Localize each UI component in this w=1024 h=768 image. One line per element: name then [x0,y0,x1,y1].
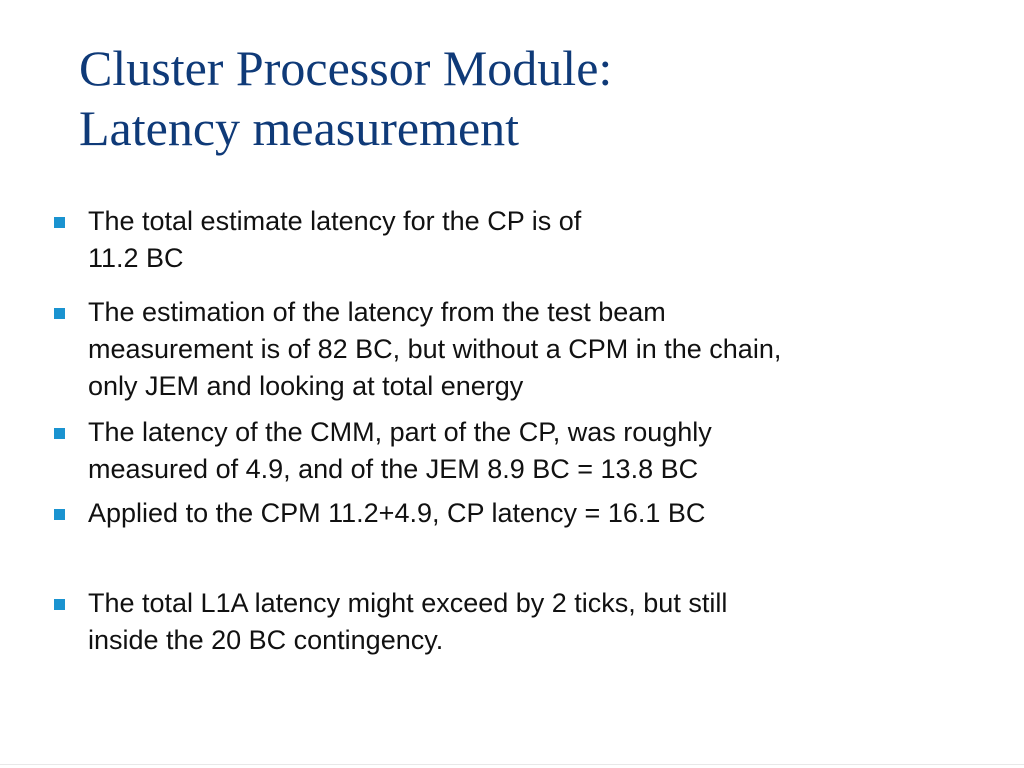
square-bullet-icon [54,308,65,319]
slide-title-line-2: Latency measurement [79,100,520,156]
bottom-divider [0,764,1024,765]
bullet-text-line: The latency of the CMM, part of the CP, was roughly [88,417,712,447]
bullet-text-line: inside the 20 BC contingency. [88,625,444,655]
bullet-item-test-beam [88,294,988,405]
bullet-item-total-estimate [88,203,988,277]
bullet-text-line: The total L1A latency might exceed by 2 ticks, but still [88,588,728,618]
bullet-text-line: The estimation of the latency from the test beam [88,297,666,327]
square-bullet-icon [54,428,65,439]
bullet-item-cmm-latency [88,414,988,488]
bullet-text-line: measurement is of 82 BC, but without a CPM in the chain, [88,334,782,364]
bullet-text-line: only JEM and looking at total energy [88,371,524,401]
bullet-item-l1a-latency [88,585,988,659]
bullet-text-line: Applied to the CPM 11.2+4.9, CP latency = 16.1 BC [88,498,706,528]
square-bullet-icon [54,509,65,520]
square-bullet-icon [54,599,65,610]
slide-title [79,38,612,158]
bullet-item-cpm-applied [88,495,988,532]
slide-title-line-1: Cluster Processor Module: [79,40,613,96]
square-bullet-icon [54,217,65,228]
bullet-text-line: The total estimate latency for the CP is of [88,206,582,236]
bullet-text-line: measured of 4.9, and of the JEM 8.9 BC = 13.8 BC [88,454,699,484]
bullet-text-line: 11.2 BC [88,243,184,273]
